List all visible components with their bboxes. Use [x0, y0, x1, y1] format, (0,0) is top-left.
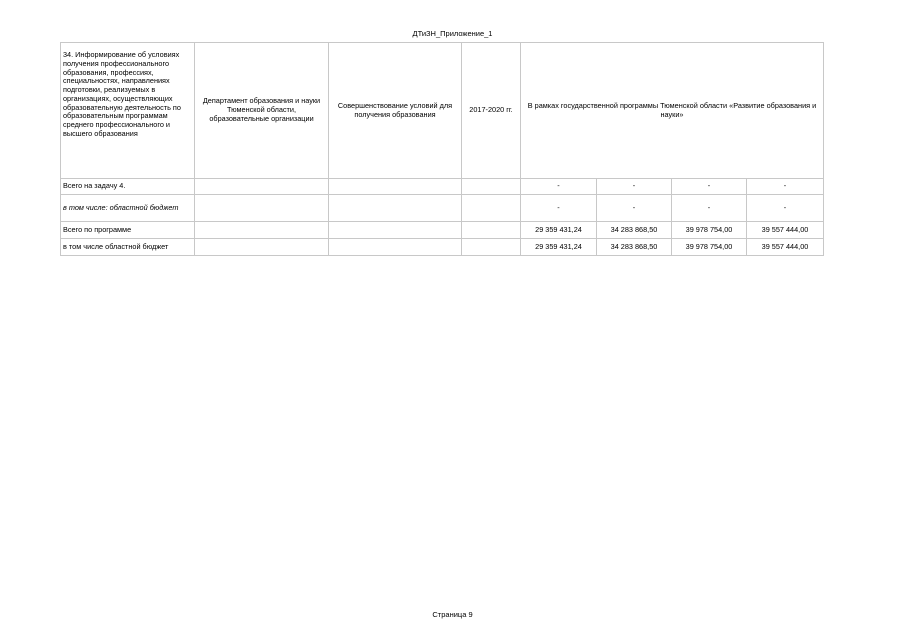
- empty-cell: [462, 222, 521, 239]
- empty-cell: [462, 179, 521, 195]
- empty-cell: [329, 239, 462, 256]
- value-2017: -: [521, 195, 597, 222]
- empty-cell: [329, 195, 462, 222]
- value-2018: -: [597, 195, 672, 222]
- empty-cell: [329, 222, 462, 239]
- page-number: Страница 9: [432, 610, 473, 619]
- value-2018: 34 283 868,50: [597, 222, 672, 239]
- value-2019: -: [672, 195, 747, 222]
- value-2017: -: [521, 179, 597, 195]
- result-cell: Совершенствование условий для получения образования: [329, 43, 462, 179]
- empty-cell: [195, 179, 329, 195]
- table-row-main: [61, 43, 824, 179]
- value-2020: 39 557 444,00: [747, 222, 824, 239]
- row-label: Всего на задачу 4.: [61, 179, 195, 195]
- row-label: Всего по программе: [61, 222, 195, 239]
- value-2018: 34 283 868,50: [597, 239, 672, 256]
- empty-cell: [195, 195, 329, 222]
- value-2017: 29 359 431,24: [521, 239, 597, 256]
- table-row: [61, 195, 824, 222]
- row-label: в том числе областной бюджет: [61, 239, 195, 256]
- table-row: [61, 179, 824, 195]
- empty-cell: [195, 222, 329, 239]
- page-header: ДТиЗН_Приложение_1: [412, 29, 493, 38]
- executor-cell: Департамент образования и науки Тюменской области, образовательные организации: [195, 43, 329, 179]
- value-2018: -: [597, 179, 672, 195]
- empty-cell: [195, 239, 329, 256]
- value-2019: 39 978 754,00: [672, 222, 747, 239]
- value-2017: 29 359 431,24: [521, 222, 597, 239]
- table-row: [61, 239, 824, 256]
- empty-cell: [462, 195, 521, 222]
- program-table: [60, 42, 824, 256]
- measure-name-cell: 34. Информирование об условиях получения профессионального образования, профессиях, специальностях, направлениях подготовки, реализуемых в организациях, осуществляющих образовательную деятельность по образовательным программам среднего профессионального и высшего образования: [61, 43, 195, 179]
- empty-cell: [329, 179, 462, 195]
- value-2019: -: [672, 179, 747, 195]
- empty-cell: [462, 239, 521, 256]
- value-2020: -: [747, 179, 824, 195]
- period-cell: 2017-2020 гг.: [462, 43, 521, 179]
- value-2019: 39 978 754,00: [672, 239, 747, 256]
- table-row: [61, 222, 824, 239]
- value-2020: -: [747, 195, 824, 222]
- row-label: в том числе: областной бюджет: [61, 195, 195, 222]
- value-2020: 39 557 444,00: [747, 239, 824, 256]
- funding-source-cell: В рамках государственной программы Тюменской области «Развитие образования и науки»: [521, 43, 824, 179]
